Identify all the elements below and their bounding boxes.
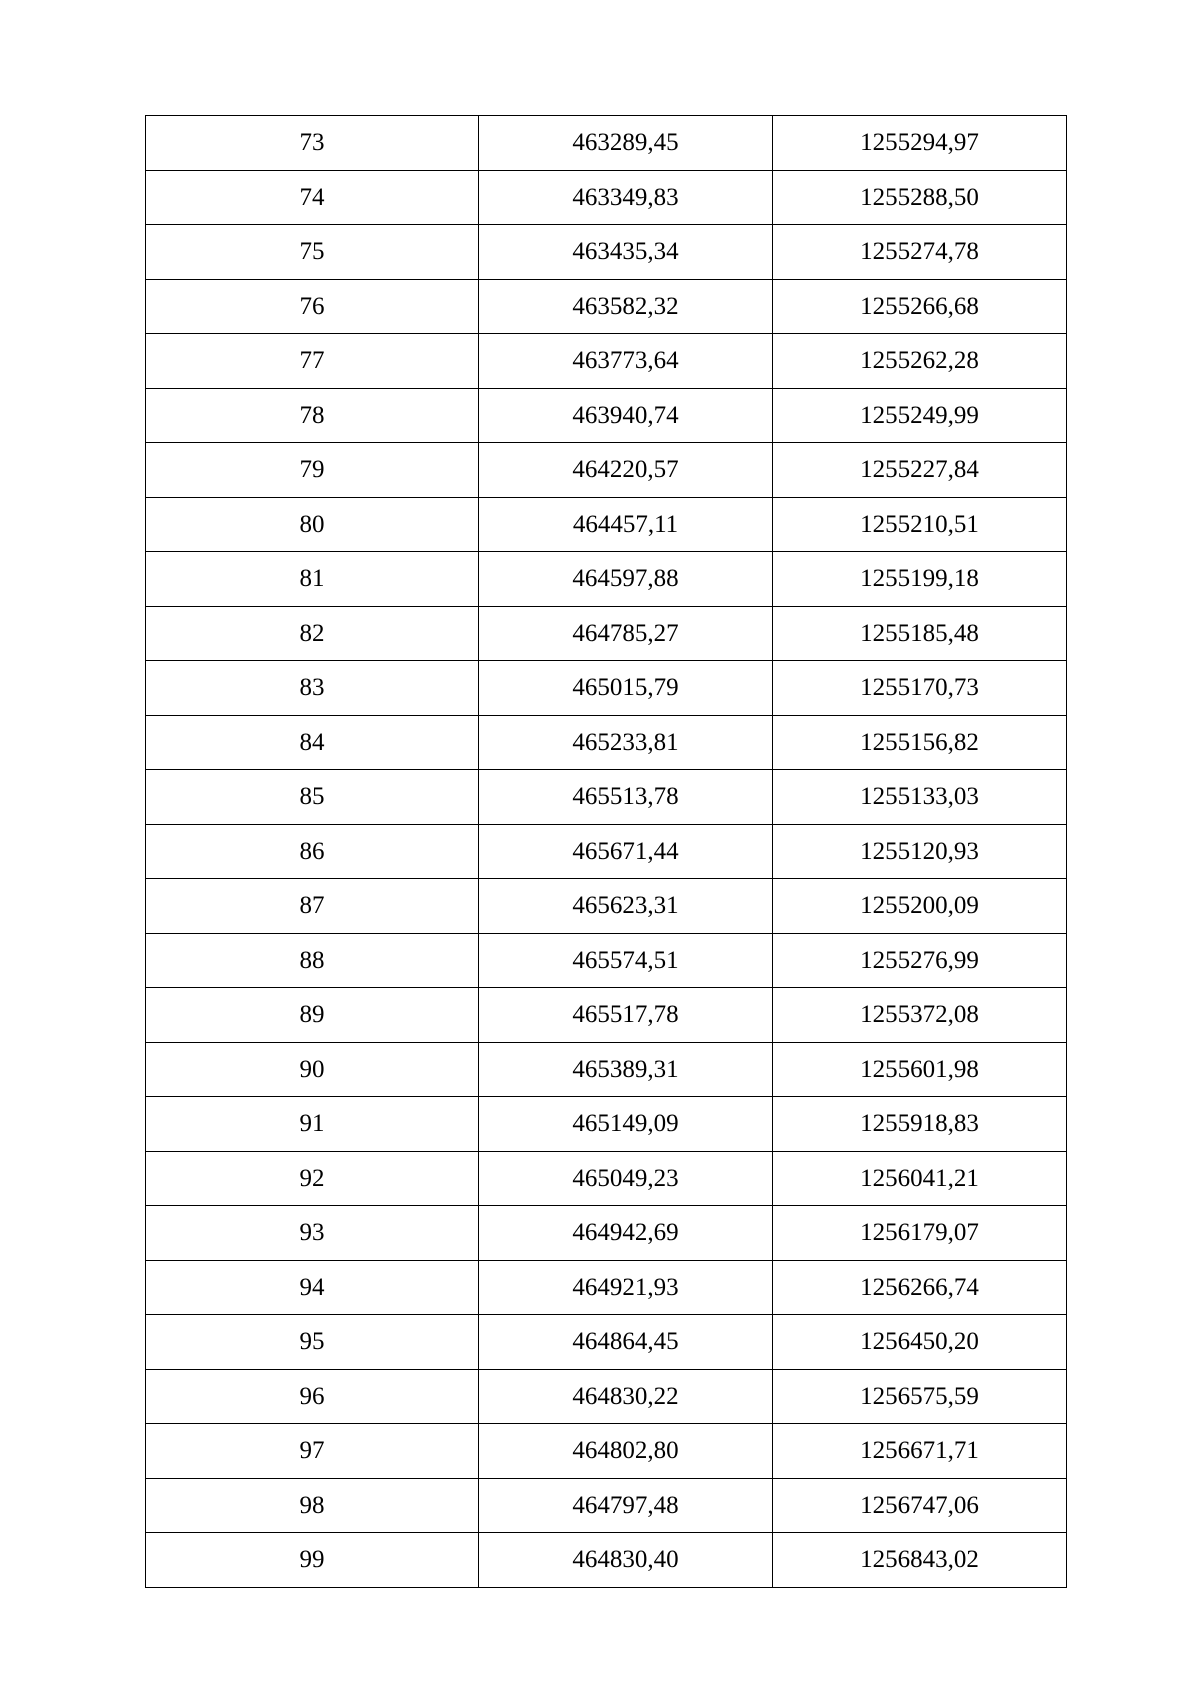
y-coordinate-cell: 1255288,50 — [773, 170, 1067, 225]
y-coordinate-cell: 1256266,74 — [773, 1260, 1067, 1315]
x-coordinate-cell: 464830,22 — [479, 1369, 773, 1424]
point-number-cell: 75 — [146, 225, 479, 280]
x-coordinate-cell: 463349,83 — [479, 170, 773, 225]
point-number-cell: 97 — [146, 1424, 479, 1479]
table-row — [146, 1151, 1067, 1206]
x-coordinate-cell: 463289,45 — [479, 116, 773, 171]
table-row — [146, 661, 1067, 716]
table-row — [146, 334, 1067, 389]
table-row — [146, 1369, 1067, 1424]
table-row — [146, 824, 1067, 879]
table-row — [146, 1042, 1067, 1097]
y-coordinate-cell: 1255918,83 — [773, 1097, 1067, 1152]
y-coordinate-cell: 1255210,51 — [773, 497, 1067, 552]
y-coordinate-cell: 1255170,73 — [773, 661, 1067, 716]
x-coordinate-cell: 465233,81 — [479, 715, 773, 770]
table-row — [146, 1260, 1067, 1315]
y-coordinate-cell: 1255276,99 — [773, 933, 1067, 988]
x-coordinate-cell: 465015,79 — [479, 661, 773, 716]
table-row — [146, 1424, 1067, 1479]
point-number-cell: 78 — [146, 388, 479, 443]
table-row — [146, 1097, 1067, 1152]
table-row — [146, 443, 1067, 498]
point-number-cell: 90 — [146, 1042, 479, 1097]
point-number-cell: 76 — [146, 279, 479, 334]
point-number-cell: 88 — [146, 933, 479, 988]
x-coordinate-cell: 464597,88 — [479, 552, 773, 607]
x-coordinate-cell: 465513,78 — [479, 770, 773, 825]
x-coordinate-cell: 464830,40 — [479, 1533, 773, 1588]
point-number-cell: 89 — [146, 988, 479, 1043]
y-coordinate-cell: 1256671,71 — [773, 1424, 1067, 1479]
x-coordinate-cell: 465517,78 — [479, 988, 773, 1043]
x-coordinate-cell: 464942,69 — [479, 1206, 773, 1261]
point-number-cell: 83 — [146, 661, 479, 716]
y-coordinate-cell: 1255249,99 — [773, 388, 1067, 443]
x-coordinate-cell: 464220,57 — [479, 443, 773, 498]
x-coordinate-cell: 465574,51 — [479, 933, 773, 988]
x-coordinate-cell: 464802,80 — [479, 1424, 773, 1479]
y-coordinate-cell: 1255601,98 — [773, 1042, 1067, 1097]
x-coordinate-cell: 463582,32 — [479, 279, 773, 334]
table-row — [146, 1533, 1067, 1588]
x-coordinate-cell: 465623,31 — [479, 879, 773, 934]
point-number-cell: 77 — [146, 334, 479, 389]
y-coordinate-cell: 1255294,97 — [773, 116, 1067, 171]
table-row — [146, 1206, 1067, 1261]
x-coordinate-cell: 463435,34 — [479, 225, 773, 280]
table-row — [146, 116, 1067, 171]
point-number-cell: 74 — [146, 170, 479, 225]
y-coordinate-cell: 1255227,84 — [773, 443, 1067, 498]
table-row — [146, 497, 1067, 552]
point-number-cell: 84 — [146, 715, 479, 770]
x-coordinate-cell: 464785,27 — [479, 606, 773, 661]
point-number-cell: 73 — [146, 116, 479, 171]
point-number-cell: 81 — [146, 552, 479, 607]
point-number-cell: 87 — [146, 879, 479, 934]
table-row — [146, 388, 1067, 443]
y-coordinate-cell: 1255199,18 — [773, 552, 1067, 607]
y-coordinate-cell: 1255200,09 — [773, 879, 1067, 934]
y-coordinate-cell: 1256041,21 — [773, 1151, 1067, 1206]
y-coordinate-cell: 1256179,07 — [773, 1206, 1067, 1261]
point-number-cell: 92 — [146, 1151, 479, 1206]
point-number-cell: 95 — [146, 1315, 479, 1370]
y-coordinate-cell: 1256450,20 — [773, 1315, 1067, 1370]
x-coordinate-cell: 465671,44 — [479, 824, 773, 879]
y-coordinate-cell: 1255120,93 — [773, 824, 1067, 879]
table-row — [146, 879, 1067, 934]
point-number-cell: 79 — [146, 443, 479, 498]
x-coordinate-cell: 464457,11 — [479, 497, 773, 552]
table-row — [146, 770, 1067, 825]
table-row — [146, 933, 1067, 988]
point-number-cell: 80 — [146, 497, 479, 552]
point-number-cell: 91 — [146, 1097, 479, 1152]
x-coordinate-cell: 463773,64 — [479, 334, 773, 389]
point-number-cell: 98 — [146, 1478, 479, 1533]
table-row — [146, 279, 1067, 334]
point-number-cell: 86 — [146, 824, 479, 879]
x-coordinate-cell: 464797,48 — [479, 1478, 773, 1533]
table-row — [146, 606, 1067, 661]
x-coordinate-cell: 464921,93 — [479, 1260, 773, 1315]
point-number-cell: 96 — [146, 1369, 479, 1424]
y-coordinate-cell: 1255133,03 — [773, 770, 1067, 825]
y-coordinate-cell: 1255372,08 — [773, 988, 1067, 1043]
point-number-cell: 93 — [146, 1206, 479, 1261]
point-number-cell: 99 — [146, 1533, 479, 1588]
y-coordinate-cell: 1255262,28 — [773, 334, 1067, 389]
x-coordinate-cell: 464864,45 — [479, 1315, 773, 1370]
point-number-cell: 85 — [146, 770, 479, 825]
table-row — [146, 225, 1067, 280]
y-coordinate-cell: 1256575,59 — [773, 1369, 1067, 1424]
table-row — [146, 988, 1067, 1043]
coordinates-table — [145, 115, 1067, 1588]
table-row — [146, 715, 1067, 770]
y-coordinate-cell: 1255156,82 — [773, 715, 1067, 770]
y-coordinate-cell: 1255266,68 — [773, 279, 1067, 334]
table-row — [146, 552, 1067, 607]
table-row — [146, 1478, 1067, 1533]
y-coordinate-cell: 1255274,78 — [773, 225, 1067, 280]
point-number-cell: 94 — [146, 1260, 479, 1315]
point-number-cell: 82 — [146, 606, 479, 661]
x-coordinate-cell: 465149,09 — [479, 1097, 773, 1152]
y-coordinate-cell: 1256843,02 — [773, 1533, 1067, 1588]
table-row — [146, 170, 1067, 225]
table-row — [146, 1315, 1067, 1370]
x-coordinate-cell: 465389,31 — [479, 1042, 773, 1097]
y-coordinate-cell: 1255185,48 — [773, 606, 1067, 661]
x-coordinate-cell: 465049,23 — [479, 1151, 773, 1206]
x-coordinate-cell: 463940,74 — [479, 388, 773, 443]
coordinates-table-body — [146, 116, 1067, 1588]
y-coordinate-cell: 1256747,06 — [773, 1478, 1067, 1533]
